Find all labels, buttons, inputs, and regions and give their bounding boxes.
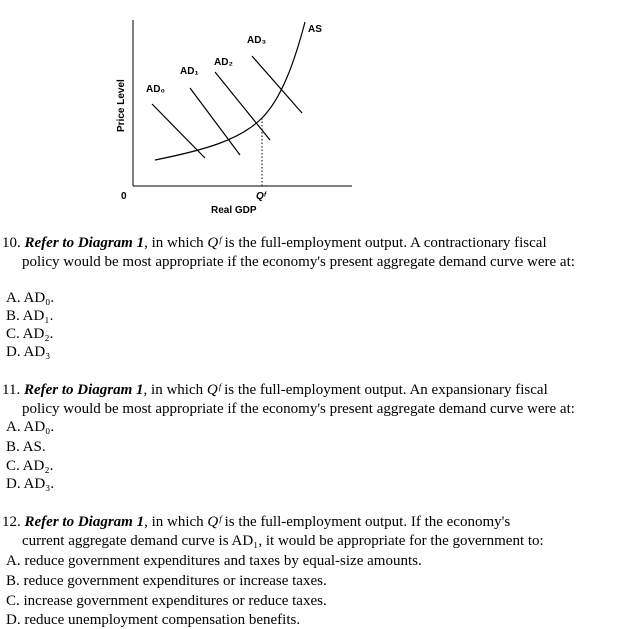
question-text: , in which (144, 514, 208, 530)
question-number: 10. (2, 235, 21, 251)
question-10-option-a[interactable]: A. AD₀. (6, 290, 55, 306)
ad2-label: AD₂ (214, 57, 233, 68)
question-11-option-a[interactable]: A. AD₀. (6, 419, 55, 435)
question-10-option-b[interactable]: B. AD₁. (6, 308, 54, 324)
question-number: 11. (2, 382, 21, 398)
question-number: 12. (2, 514, 21, 530)
question-12-option-b[interactable]: B. reduce government expenditures or increase taxes. (6, 573, 327, 589)
question-lead: Refer to Diagram 1 (23, 382, 144, 398)
as-label: AS (308, 24, 322, 35)
question-12-line1 (2, 513, 510, 531)
question-10-option-d[interactable]: D. AD₃ (6, 344, 51, 360)
ad0-curve (152, 104, 205, 158)
ad1-label: AD₁ (180, 66, 199, 77)
ad3-label: AD₃ (247, 35, 267, 46)
origin-label: 0 (121, 191, 127, 202)
qf-symbol: Qᶠ (207, 514, 221, 530)
qf-label: Qᶠ (256, 191, 266, 202)
question-11-option-c[interactable]: C. AD₂. (6, 458, 54, 474)
question-10-option-c[interactable]: C. AD₂. (6, 326, 54, 342)
ad3-curve (252, 56, 302, 113)
question-text: is the full-employment output. If the economy's (220, 514, 511, 530)
x-axis-label: Real GDP (211, 205, 257, 216)
question-10-line2: policy would be most appropriate if the economy's present aggregate demand curve were at: (22, 254, 575, 270)
question-11-line2: policy would be most appropriate if the economy's present aggregate demand curve were at: (22, 401, 575, 417)
qf-symbol: Qᶠ (207, 235, 221, 251)
ad0-label: AD₀ (146, 84, 165, 95)
qf-symbol: Qᶠ (206, 382, 221, 398)
question-11-option-d[interactable]: D. AD₃. (6, 476, 55, 492)
question-11-line1 (2, 381, 548, 399)
question-lead: Refer to Diagram 1 (24, 235, 145, 251)
question-10-line1 (2, 234, 547, 252)
question-11-option-b[interactable]: B. AS. (6, 439, 46, 455)
question-12-option-c[interactable]: C. increase government expenditures or reduce taxes. (6, 593, 327, 609)
question-text: , in which (144, 235, 208, 251)
diagram-1 (0, 0, 642, 230)
question-12-line2: current aggregate demand curve is AD₁, it would be appropriate for the government to: (22, 533, 544, 549)
question-12-option-a[interactable]: A. reduce government expenditures and taxes by equal-size amounts. (6, 553, 422, 569)
question-lead: Refer to Diagram 1 (24, 514, 145, 530)
question-text: , in which (143, 382, 207, 398)
y-axis-label: Price Level (116, 79, 127, 132)
question-text: is the full-employment output. A contractionary fiscal (220, 235, 547, 251)
question-text: is the full-employment output. An expansionary fiscal (220, 382, 548, 398)
question-12-option-d[interactable]: D. reduce unemployment compensation benefits. (6, 612, 301, 628)
